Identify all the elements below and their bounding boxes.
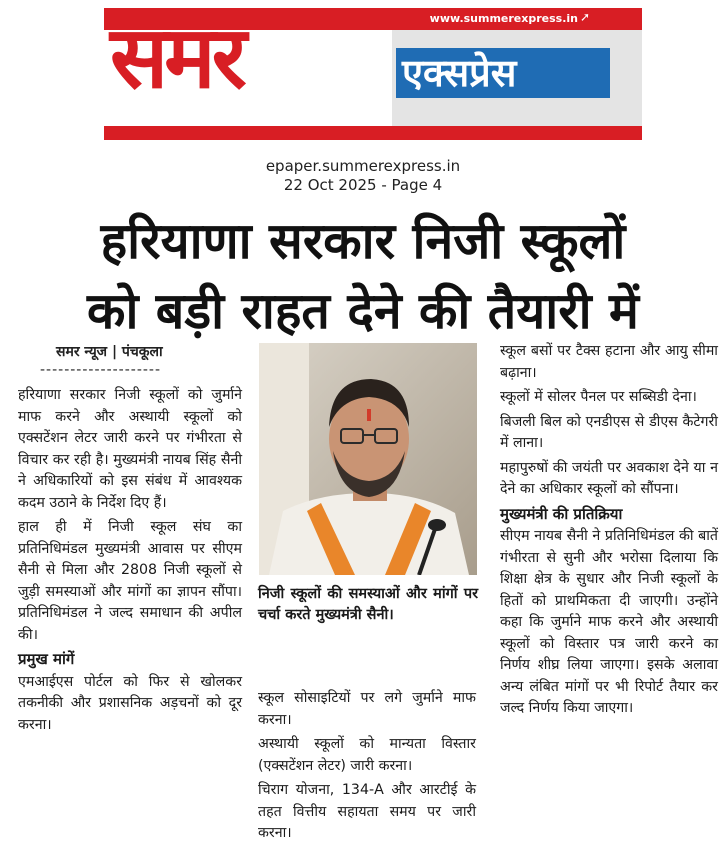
photo-caption: निजी स्कूलों की समस्याओं और मांगों पर चर्चा करते मुख्यमंत्री सैनी।: [258, 586, 478, 623]
paragraph: सीएम नायब सैनी ने प्रतिनिधिमंडल की बातें गंभीरता से सुनी और भरोसा दिलाया कि शिक्षा क्षेत्र के सुधार और निजी स्कूलों के हितों को प्राथमिकता दी जाएगी। उन्होंने कहा कि जुर्माने माफ करने और अस्थायी स्कूलों को विस्तार पत्र जारी करने का निर्णय शीघ्र लिया जाएगा। इसके अलावा अन्य लंबित मांगों पर भी रिपोर्ट तैयार कर जल्द निर्णय किया जाएगा।: [500, 528, 718, 716]
paragraph: हरियाणा सरकार निजी स्कूलों को जुर्माने माफ करने और अस्थायी स्कूलों को एक्सटेंशन लेटर जारी करने पर गंभीरता से विचार कर रही है। मुख्यमंत्री नायब सिंह सैनी ने अधिकारियों को इस संबंध में आवश्यक कदम उठाने के निर्देश दिए हैं।: [18, 387, 242, 511]
article-column-2: [258, 688, 476, 848]
paragraph: महापुरुषों की जयंती पर अवकाश देने या न देने का अधिकार स्कूलों को सौंपना।: [500, 459, 718, 497]
masthead-url[interactable]: www.summerexpress.in: [429, 12, 578, 25]
chief-minister-portrait-icon: [259, 343, 477, 575]
paragraph: स्कूलों में सोलर पैनल पर सब्सिडी देना।: [500, 389, 697, 405]
cursor-icon: ➚: [579, 10, 590, 24]
paragraph: बिजली बिल को एनडीएस से डीएस कैटेगरी में लाना।: [500, 413, 718, 451]
masthead-brand-logo: समर: [110, 8, 243, 108]
paragraph: अस्थायी स्कूलों को मान्यता विस्तार (एक्सटेंशन लेटर) जारी करना।: [258, 736, 476, 774]
edition-date-page: 22 Oct 2025 - Page 4: [283, 176, 443, 194]
masthead-sub-logo: एक्सप्रेस: [402, 51, 517, 95]
headline-line-2: को बड़ी राहत देने की तैयारी में: [87, 282, 639, 340]
article-column-3: [500, 341, 718, 723]
masthead-bottom-bar: [104, 126, 642, 140]
headline-line-1: हरियाणा सरकार निजी स्कूलों: [100, 212, 626, 270]
byline-divider: --------------------: [40, 362, 162, 378]
paragraph: हाल ही में निजी स्कूल संघ का प्रतिनिधिमंडल मुख्यमंत्री आवास पर सीएम सैनी से मिला और 2808 निजी स्कूलों से जुड़ी समस्याओं और मांगों का ज्ञापन सौंपा। प्रतिनिधिमंडल ने जल्द समाधान की अपील की।: [18, 519, 242, 643]
article-column-1: [18, 385, 242, 739]
byline: समर न्यूज | पंचकूला: [56, 344, 163, 360]
paragraph: स्कूल सोसाइटियों पर लगे जुर्माने माफ करना।: [258, 690, 476, 728]
masthead: [104, 8, 642, 140]
section-heading: मुख्यमंत्री की प्रतिक्रिया: [500, 504, 623, 523]
paragraph: चिराग योजना, 134-A और आरटीई के तहत वित्तीय सहायता समय पर जारी करना।: [258, 782, 476, 841]
epaper-site: epaper.summerexpress.in: [265, 157, 461, 175]
section-heading: प्रमुख मांगें: [18, 650, 75, 668]
paragraph: स्कूल बसों पर टैक्स हटाना और आयु सीमा बढ़ाना।: [500, 343, 718, 381]
article-photo: [259, 343, 477, 575]
paragraph: एमआईएस पोर्टल को फिर से खोलकर तकनीकी और प्रशासनिक अड़चनों को दूर करना।: [18, 673, 242, 733]
